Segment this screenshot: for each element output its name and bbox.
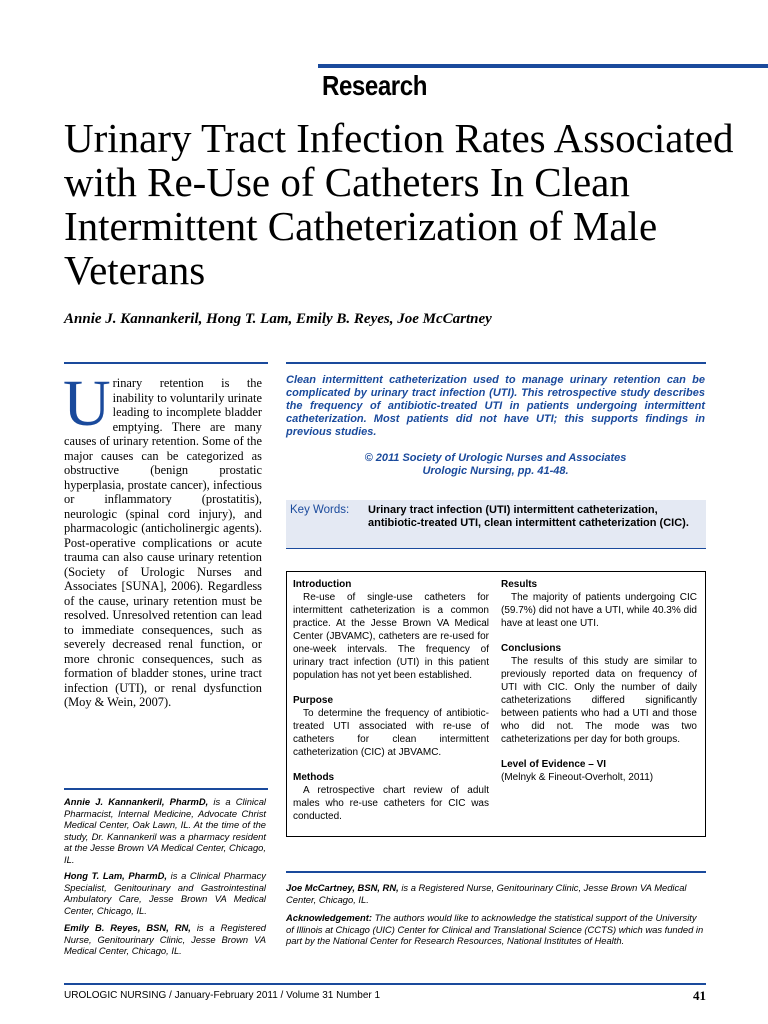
affiliation-name: Joe McCartney, BSN, RN, <box>286 882 399 893</box>
acknowledgement-label: Acknowledgement: <box>286 912 372 923</box>
purpose-text: To determine the frequency of antibiotic-treated UTI associated with re-use of catheters for clean intermittent catheterization (CIC) at JBVAMC. <box>293 708 489 758</box>
results-text: The majority of patients undergoing CIC (59.7%) did not have a UTI, while 40.3% did have at least one UTI. <box>501 592 697 629</box>
affiliation <box>286 882 706 905</box>
intro-text: rinary retention is the inability to voluntarily urinate leading to incomplete bladder emptying. There are many causes of urinary retention. Some of the major causes can be categorized as obstructive (benign prostatic hyperplasia, prostate cancer), infectious or inflammatory (prostatitis), neurologic (spinal cord injury), and pharmacologic (anticholinergic agents). Post-operative complications or acute trauma can also cause urinary retention (Society of Urologic Nurses and Associates [SUNA], 2006). Regardless of the cause, urinary retention must be resolved. Unresolved retention can lead to immediate consequences, such as severely decreased renal function, or more chronic consequences, such as formation of bladder stones, urine tract infection (UTI), or renal dysfunction (Moy & Wein, 2007). <box>64 376 262 709</box>
affiliation <box>64 870 266 916</box>
results-heading: Results <box>501 579 538 590</box>
drop-cap: U <box>63 367 111 440</box>
divider <box>286 362 706 364</box>
summary-left-column <box>293 578 489 823</box>
affiliation <box>64 796 266 866</box>
purpose-heading: Purpose <box>293 695 334 706</box>
copyright <box>286 452 705 478</box>
acknowledgement <box>286 912 706 947</box>
section-label: Research <box>322 70 428 101</box>
keywords-label: Key Words: <box>290 504 350 516</box>
methods-heading: Methods <box>293 772 335 783</box>
introduction-heading: Introduction <box>293 579 352 590</box>
affiliation-name: Emily B. Reyes, BSN, RN, <box>64 922 191 933</box>
introduction-text: Re-use of single-use catheters for intermittent catheterization is a common practice. At the Jesse Brown VA Medical Center (JBVAMC), catheters are re-used for one-week intervals. The frequency of urinary tract infection (UTI) in this patient population has not yet been established. <box>293 592 489 681</box>
intro-paragraph <box>63 367 262 710</box>
affiliation-text: is a Clinical Pharmacy Specialist, Genitourinary and Gastrointestinal Ambulatory Care, Jesse Brown VA Medical Center, Chicago, IL. <box>64 870 266 916</box>
summary-right-column <box>501 578 697 784</box>
divider <box>64 788 268 790</box>
affiliation <box>64 922 266 957</box>
divider <box>286 871 706 873</box>
evidence-heading: Level of Evidence – VI <box>501 759 607 770</box>
affiliation-text: is a Clinical Pharmacist, Internal Medicine, Advocate Christ Medical Center, Oak Lawn, IL. At the time of the study, Dr. Kannankeril was a pharmacy resident at the Jesse Brown VA Medical Center, Chicago, IL. <box>64 796 266 865</box>
keywords-box <box>286 500 706 549</box>
footer-rule <box>64 983 706 985</box>
article-title: Urinary Tract Infection Rates Associated with Re-Use of Catheters In Clean Intermittent Catheterization of Male Veterans <box>64 115 734 293</box>
citation-line: Urologic Nursing, pp. 41-48. <box>422 465 569 477</box>
divider <box>64 362 268 364</box>
methods-text: A retrospective chart review of adult males who re-use catheters for CIC was conducted. <box>293 785 489 822</box>
abstract: Clean intermittent catheterization used to manage urinary retention can be complicated by urinary tract infection (UTI). This retrospective study describes the frequency of antibiotic-treated UTI in patients undergoing intermittent catheterization. Most patients did not have UTI; this supports findings in previous studies. <box>286 374 705 438</box>
top-rule <box>318 64 768 68</box>
copyright-line: © 2011 Society of Urologic Nurses and Associates <box>364 452 627 464</box>
evidence-text: (Melnyk & Fineout-Overholt, 2011) <box>501 772 654 783</box>
affiliation-text: is a Registered Nurse, Genitourinary Clinic, Jesse Brown VA Medical Center, Chicago, IL. <box>286 882 687 905</box>
affiliation-name: Hong T. Lam, PharmD, <box>64 870 167 881</box>
affiliation-text: is a Registered Nurse, Genitourinary Clinic, Jesse Brown VA Medical Center, Chicago, IL. <box>64 922 266 957</box>
acknowledgement-text: The authors would like to acknowledge the statistical support of the University of Illinois at Chicago (UIC) Center for Clinical and Translational Science (CCTS) which was funded in part by the National Center for Research Resources, National Institutes of Health. <box>286 912 704 947</box>
conclusions-heading: Conclusions <box>501 643 562 654</box>
authors: Annie J. Kannankeril, Hong T. Lam, Emily B. Reyes, Joe McCartney <box>64 311 492 327</box>
conclusions-text: The results of this study are similar to previously reported data on frequency of UTI with CIC. Only the number of daily catheterizations differed significantly between patients who had a UTI and those who did not. The mode was two catheterizations per day for both groups. <box>501 656 697 745</box>
page-number: 41 <box>693 988 706 1003</box>
affiliation-name: Annie J. Kannankeril, PharmD, <box>64 796 209 807</box>
journal-footer: UROLOGIC NURSING / January-February 2011 / Volume 31 Number 1 <box>64 990 381 1001</box>
keywords-text: Urinary tract infection (UTI) intermittent catheterization, antibiotic-treated UTI, clean intermittent catheterization (CIC). <box>368 504 689 529</box>
structured-summary <box>286 571 706 837</box>
